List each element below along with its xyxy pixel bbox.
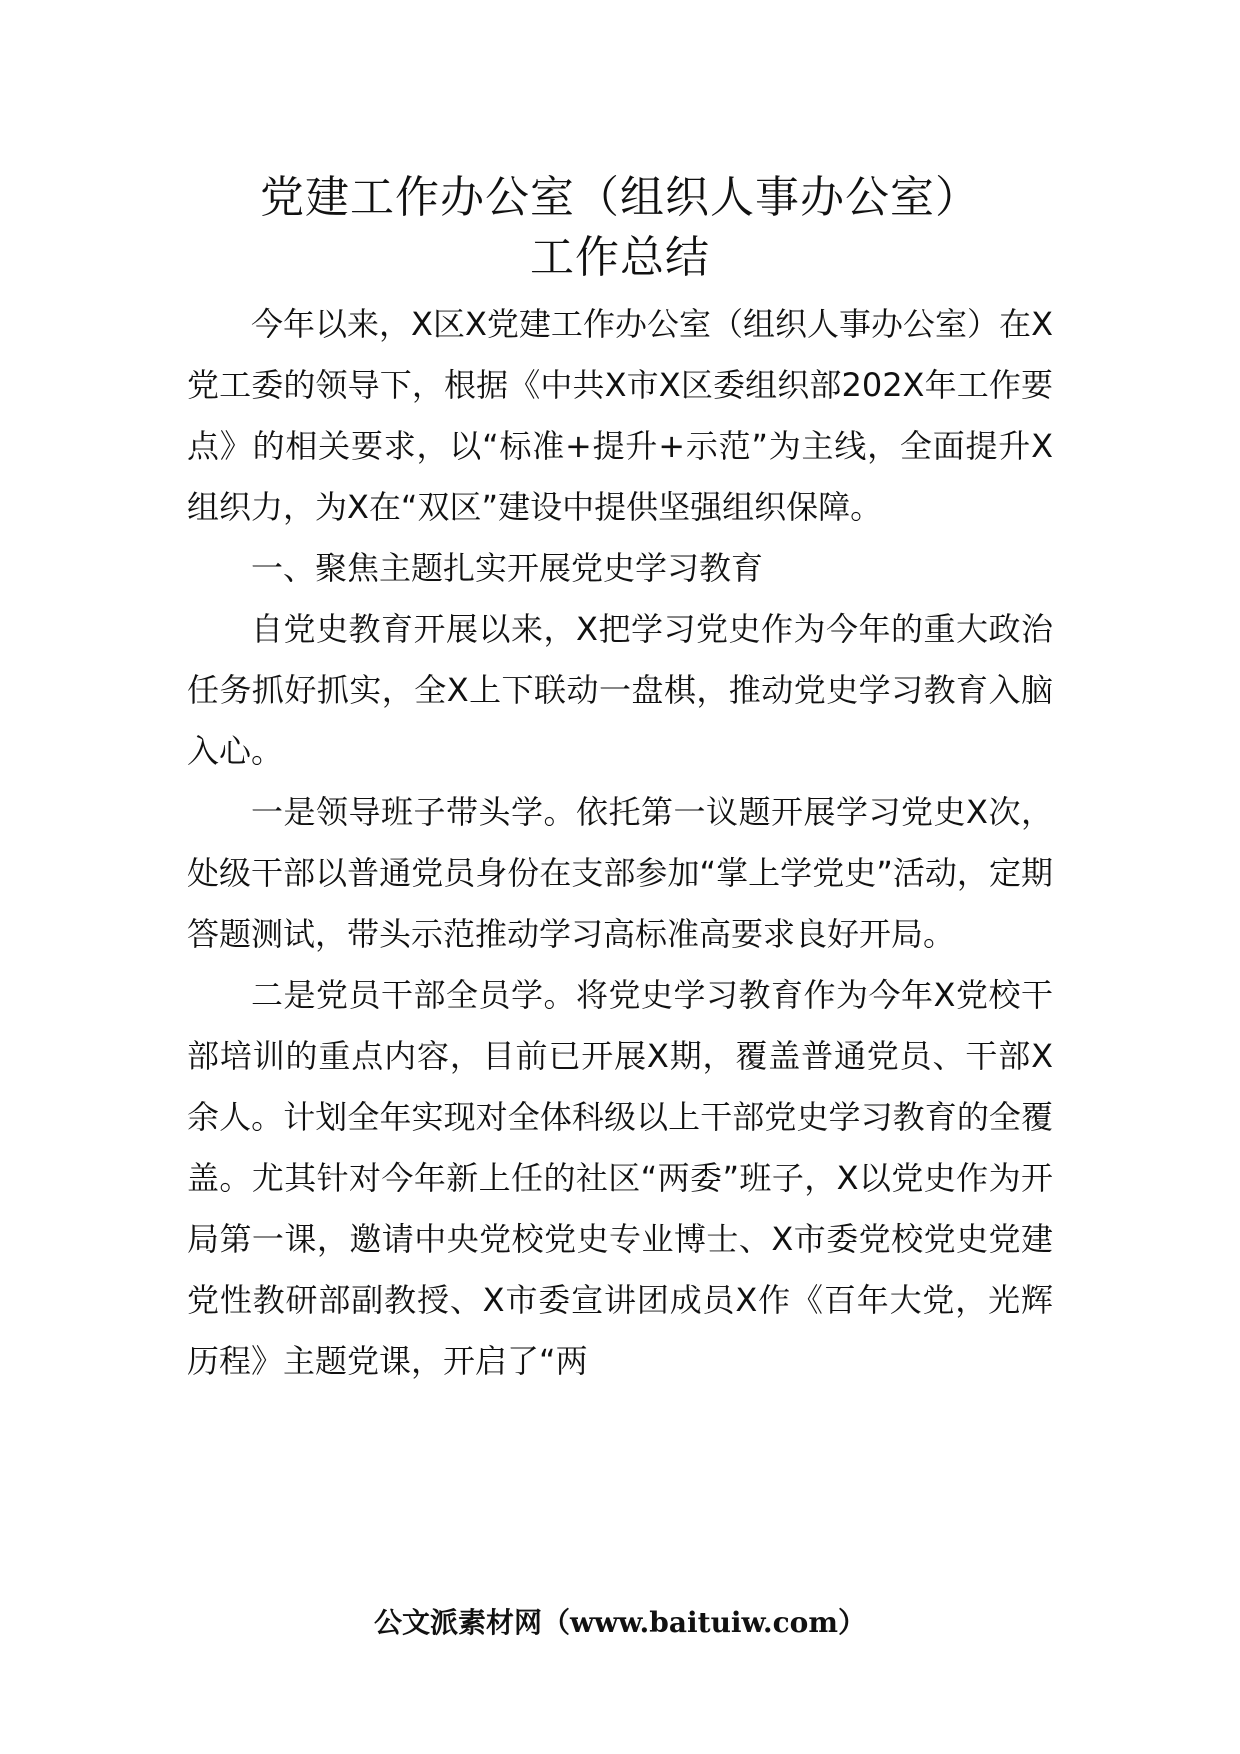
document-body [187,294,1053,1392]
document-title [0,168,1240,288]
body-paragraph: 自党史教育开展以来，X把学习党史作为今年的重大政治任务抓好抓实，全X上下联动一盘棋，推动党史学习教育入脑入心。 [187,610,1053,770]
title-line-1: 党建工作办公室（组织人事办公室） [260,172,980,223]
body-paragraph: 二是党员干部全员学。将党史学习教育作为今年X党校干部培训的重点内容，目前已开展X期，覆盖普通党员、干部X余人。计划全年实现对全体科级以上干部党史学习教育的全覆盖。尤其针对今年新上任的社区“两委”班子，X以党史作为开局第一课，邀请中央党校党史专业博士、X市委党校党史党建党性教研部副教授、X市委宣讲团成员X作《百年大党，光辉历程》主题党课，开启了“两 [187,976,1053,1380]
body-paragraph: 一是领导班子带头学。依托第一议题开展学习党史X次，处级干部以普通党员身份在支部参加“掌上学党史”活动，定期答题测试，带头示范推动学习高标准高要求良好开局。 [187,793,1053,953]
intro-paragraph: 今年以来，X区X党建工作办公室（组织人事办公室）在X党工委的领导下，根据《中共X市X区委组织部202X年工作要点》的相关要求，以“标准+提升+示范”为主线，全面提升X组织力，为X在“双区”建设中提供坚强组织保障。 [187,305,1053,526]
section-heading-1: 一、聚焦主题扎实开展党史学习教育 [251,549,764,587]
footer-watermark: 公文派素材网（www.baituiw.com） [374,1606,866,1639]
title-line-2: 工作总结 [530,232,710,283]
